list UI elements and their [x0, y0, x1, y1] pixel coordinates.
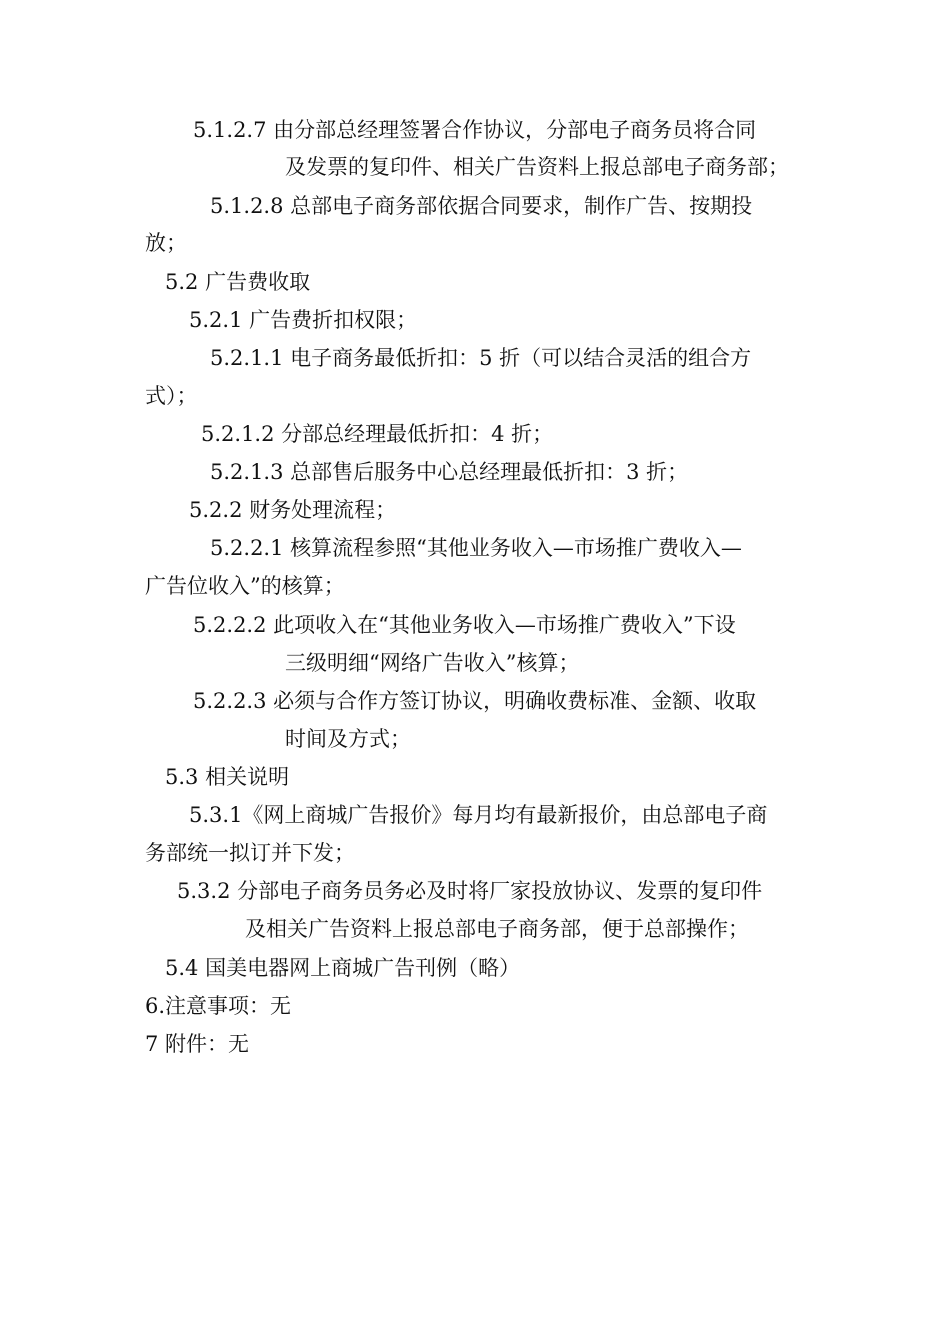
text-line: 式）； [145, 384, 198, 408]
text-line: 放； [145, 231, 187, 255]
section-heading: 6.注意事项：无 [145, 994, 292, 1018]
text-line: 广告位收入”的核算； [145, 574, 345, 598]
section-heading: 5.2 广告费收取 [165, 270, 311, 294]
text-line: 5.2.1.2 分部总经理最低折扣：4 折； [201, 422, 554, 446]
text-line: 5.2.1.3 总部售后服务中心总经理最低折扣：3 折； [210, 460, 689, 484]
section-heading: 5.3 相关说明 [165, 765, 290, 789]
subsection-heading: 5.2.2 财务处理流程； [189, 498, 397, 522]
section-heading: 5.4 国美电器网上商城广告刊例（略） [165, 956, 521, 980]
text-line: 三级明细“网络广告收入”核算； [285, 651, 580, 675]
text-line: 5.3.1《网上商城广告报价》每月均有最新报价，由总部电子商 [189, 803, 768, 827]
text-line: 5.1.2.8 总部电子商务部依据合同要求，制作广告、按期投 [210, 194, 753, 218]
text-line: 务部统一拟订并下发； [145, 841, 355, 865]
subsection-heading: 5.2.1 广告费折扣权限； [189, 308, 418, 332]
text-line: 时间及方式； [285, 727, 411, 751]
text-line: 5.3.2 分部电子商务员务必及时将厂家投放协议、发票的复印件 [177, 879, 763, 903]
text-line: 及发票的复印件、相关广告资料上报总部电子商务部； [285, 155, 789, 179]
text-line: 5.2.1.1 电子商务最低折扣：5 折（可以结合灵活的组合方 [210, 346, 752, 370]
text-line: 5.2.2.1 核算流程参照“其他业务收入—市场推广费收入— [210, 536, 742, 560]
section-heading: 7 附件：无 [145, 1032, 250, 1056]
text-line: 5.1.2.7 由分部总经理签署合作协议，分部电子商务员将合同 [193, 118, 757, 142]
text-line: 及相关广告资料上报总部电子商务部，便于总部操作； [245, 917, 749, 941]
text-line: 5.2.2.3 必须与合作方签订协议，明确收费标准、金额、收取 [193, 689, 757, 713]
text-line: 5.2.2.2 此项收入在“其他业务收入—市场推广费收入”下设 [193, 613, 736, 637]
